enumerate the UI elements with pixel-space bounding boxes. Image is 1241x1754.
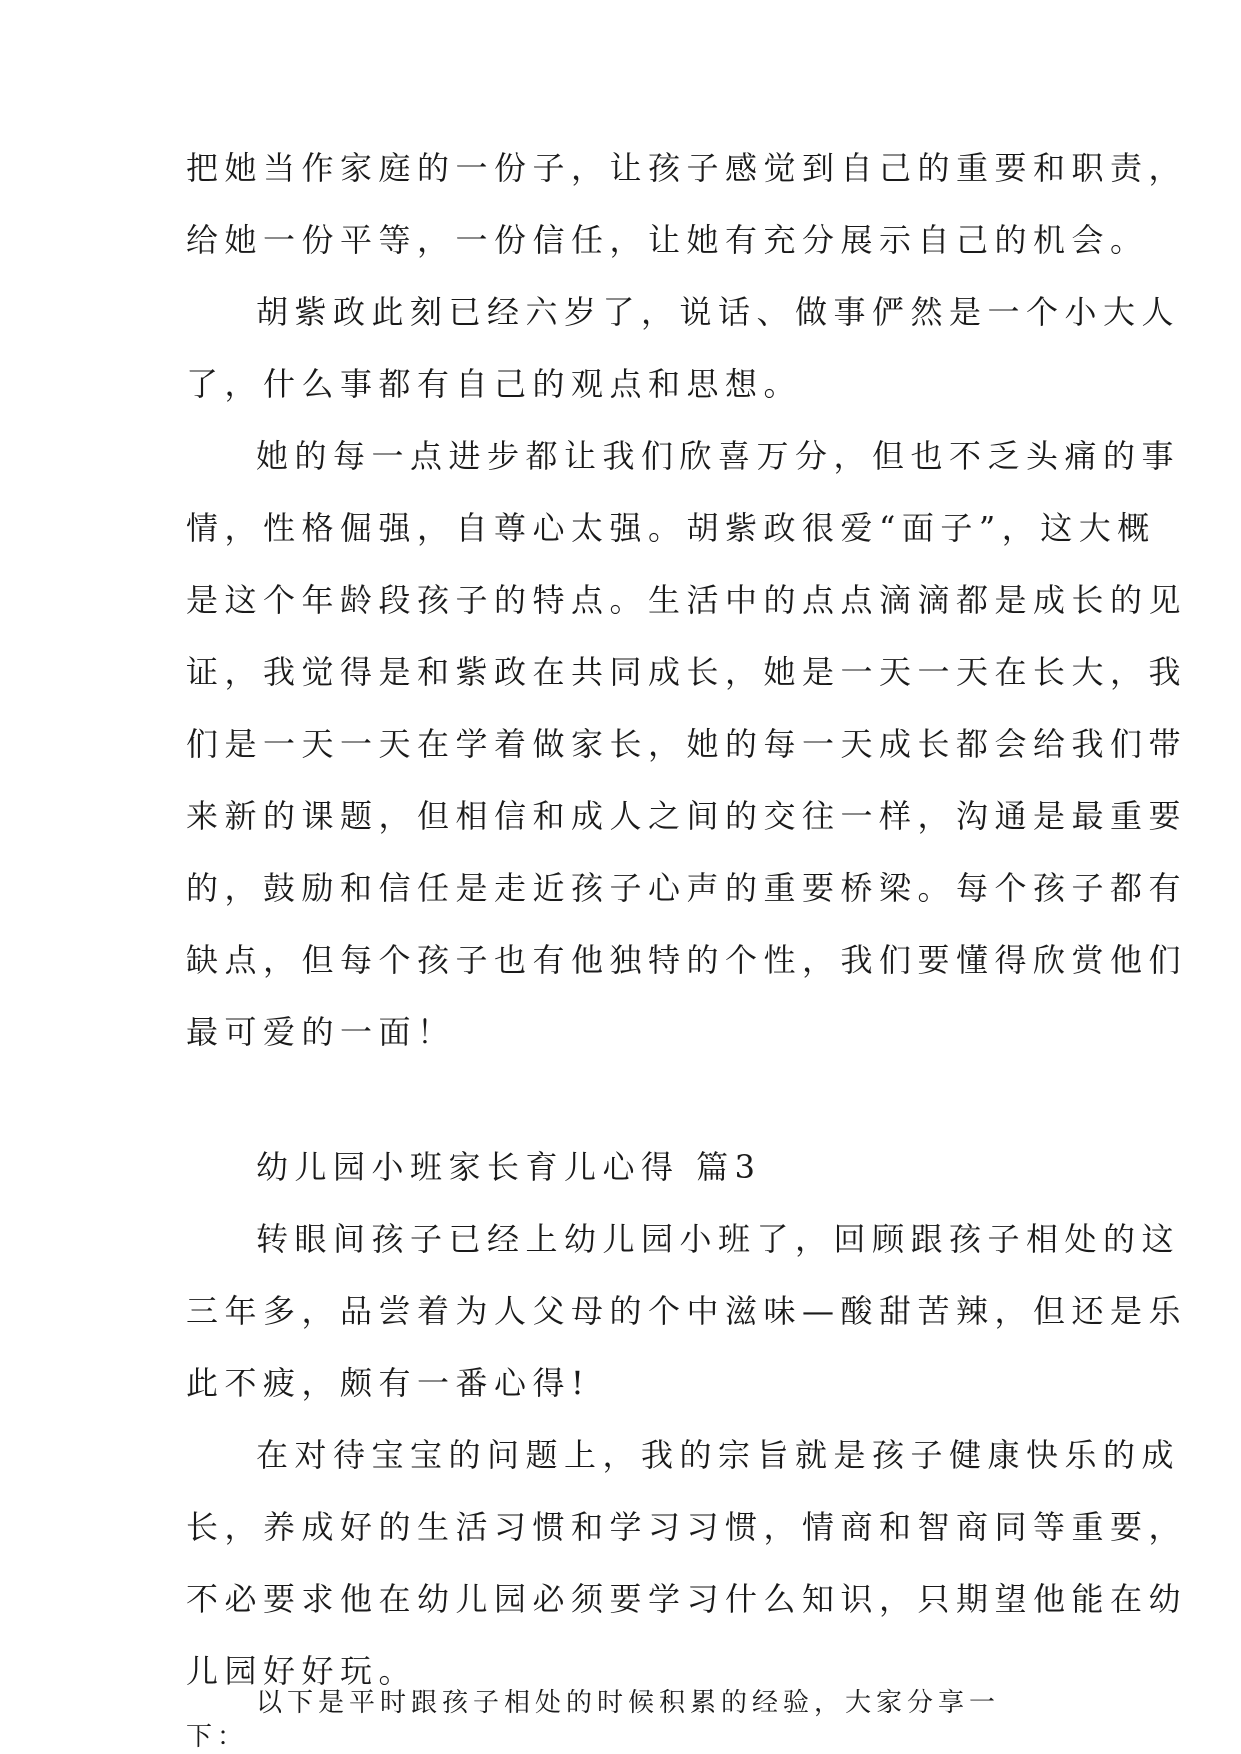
text-line: 把她当作家庭的一份子，让孩子感觉到自己的重要和职责， bbox=[186, 149, 1188, 187]
text-line: 不必要求他在幼儿园必须要学习什么知识，只期望他能在幼 bbox=[186, 1580, 1188, 1618]
text-line: 胡紫政此刻已经六岁了，说话、做事俨然是一个小大人 bbox=[256, 293, 1181, 331]
text-line: 以下是平时跟孩子相处的时候积累的经验，大家分享一 bbox=[256, 1688, 1001, 1718]
text-line: 最可爱的一面！ bbox=[186, 1013, 456, 1051]
text-line: 了，什么事都有自己的观点和思想。 bbox=[186, 365, 803, 403]
text-line: 证，我觉得是和紫政在共同成长，她是一天一天在长大，我 bbox=[186, 653, 1188, 691]
text-line: 长，养成好的生活习惯和学习习惯，情商和智商同等重要， bbox=[186, 1508, 1188, 1546]
text-line: 情，性格倔强，自尊心太强。胡紫政很爱“面子”，这大概 bbox=[186, 509, 1156, 547]
text-line: 下： bbox=[186, 1722, 249, 1752]
text-line: 转眼间孩子已经上幼儿园小班了，回顾跟孩子相处的这 bbox=[256, 1220, 1181, 1258]
text-line: 在对待宝宝的问题上，我的宗旨就是孩子健康快乐的成 bbox=[256, 1436, 1181, 1474]
text-line: 给她一份平等，一份信任，让她有充分展示自己的机会。 bbox=[186, 221, 1149, 259]
text-line: 们是一天一天在学着做家长，她的每一天成长都会给我们带 bbox=[186, 725, 1188, 763]
text-line: 缺点，但每个孩子也有他独特的个性，我们要懂得欣赏他们 bbox=[186, 941, 1188, 979]
section-heading: 幼儿园小班家长育儿心得 篇3 bbox=[256, 1148, 762, 1186]
text-line: 是这个年龄段孩子的特点。生活中的点点滴滴都是成长的见 bbox=[186, 581, 1188, 619]
text-line: 儿园好好玩。 bbox=[186, 1652, 418, 1690]
text-line: 她的每一点进步都让我们欣喜万分，但也不乏头痛的事 bbox=[256, 437, 1181, 475]
text-line: 此不疲，颇有一番心得! bbox=[186, 1364, 591, 1402]
text-line: 三年多，品尝着为人父母的个中滋味—酸甜苦辣，但还是乐 bbox=[186, 1292, 1188, 1330]
text-line: 的，鼓励和信任是走近孩子心声的重要桥梁。每个孩子都有 bbox=[186, 869, 1188, 907]
text-line: 来新的课题，但相信和成人之间的交往一样，沟通是最重要 bbox=[186, 797, 1188, 835]
